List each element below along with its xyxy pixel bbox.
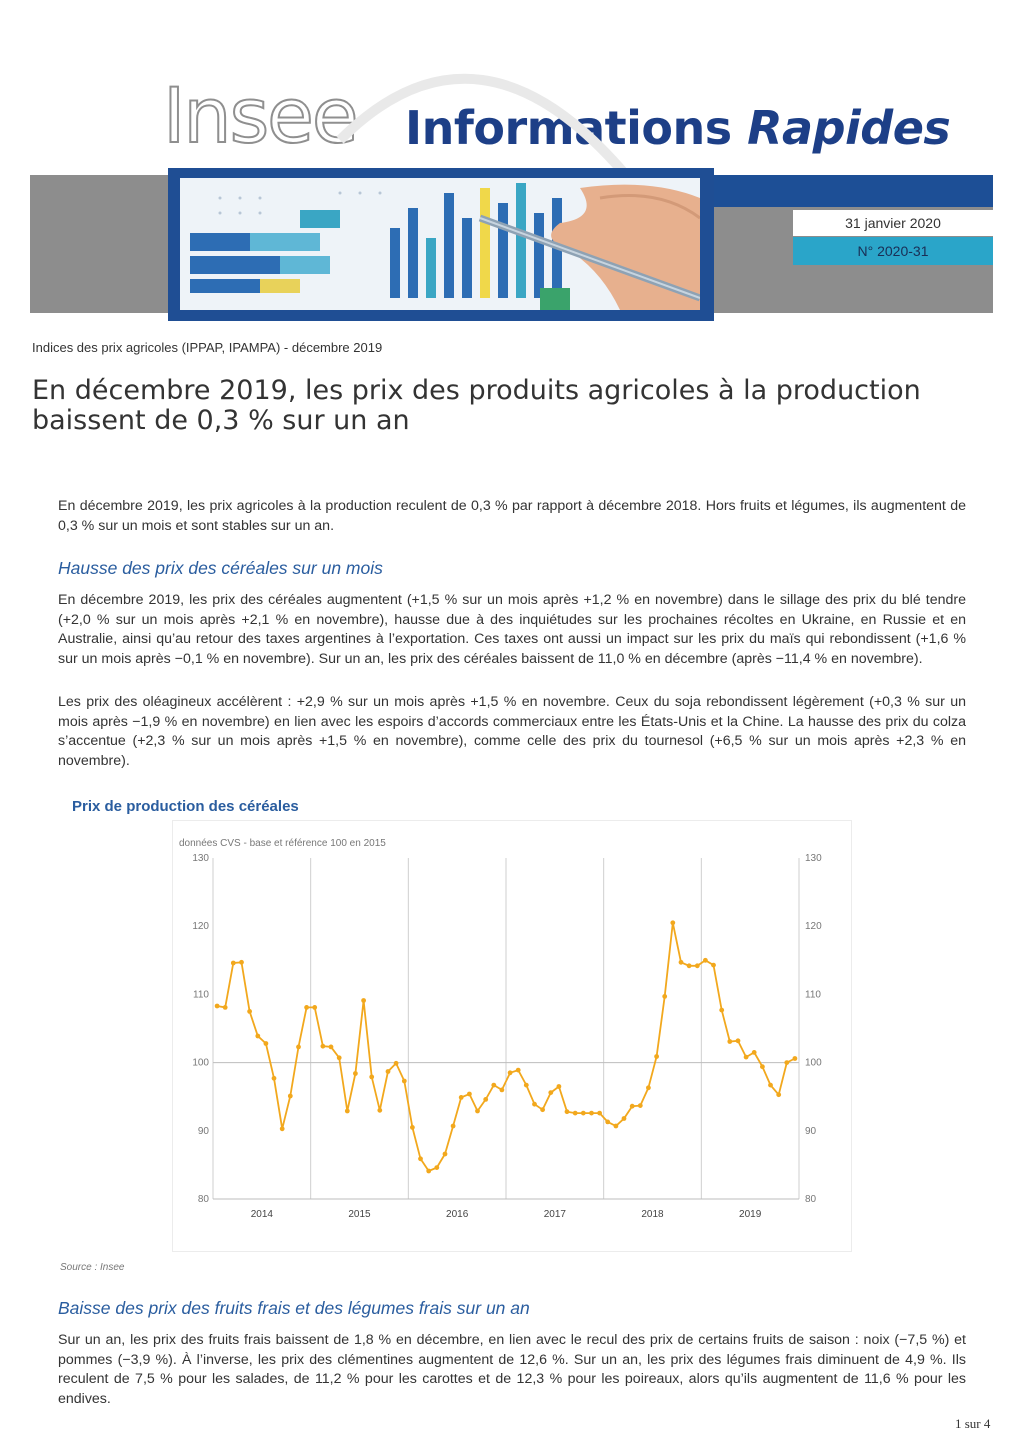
publication-title-italic: Rapides [747, 101, 951, 155]
section2-paragraph-1: Sur un an, les prix des fruits frais baissent de 1,8 % en décembre, en lien avec le recul des prix de certains fruits de saison : noix (−7,5 %) et pommes (−3,9 %). À l’inverse, les prix des clémentines augmentent de 12,6 %. Sur un an, les prix des légumes frais diminuent de 4,9 %. Ils reculent de 7,5 % pour les salades, de 11,2 % pour les carottes et de 12,3 % pour les poireaux, alors qu’ils augmentent de 11,6 % pour les endives. [58, 1332, 966, 1407]
y-tick-label-right: 120 [805, 921, 822, 933]
data-point [304, 1005, 309, 1010]
chart-illustration-image [180, 178, 700, 310]
y-tick-label-left: 120 [192, 921, 209, 933]
data-point [255, 1034, 260, 1039]
data-point [418, 1156, 423, 1161]
chart-grid [213, 858, 799, 1199]
data-point [312, 1005, 317, 1010]
data-point [296, 1045, 301, 1050]
data-point [719, 1008, 724, 1013]
data-point [532, 1102, 537, 1107]
data-point [614, 1124, 619, 1129]
page-title [32, 376, 972, 436]
data-point [443, 1152, 448, 1157]
data-point [491, 1083, 496, 1088]
data-point [321, 1044, 326, 1049]
section1-paragraph-1: En décembre 2019, les prix des céréales augmentent (+1,5 % sur un mois après +1,2 % en novembre) dans le sillage des prix du blé tendre (+2,0 % sur un mois après +2,1 % en novembre), hausse due à des inquiétudes sur les prochaines récoltes en Ukraine, en Russie et en Australie, ainsi qu’au retour des taxes argentines à l’exportation. Ces taxes ont aussi un impact sur les prix du maïs qui rebondissent (+1,6 % sur un mois après −0,1 % en novembre). Sur un an, les prix des céréales baissent de 11,0 % en décembre (après −11,4 % en novembre). [58, 592, 966, 667]
data-point [500, 1088, 505, 1093]
y-tick-label-left: 100 [192, 1057, 209, 1069]
chart-container [172, 820, 852, 1252]
data-point [695, 963, 700, 968]
x-tick-label: 2016 [446, 1209, 469, 1220]
data-point [516, 1068, 521, 1073]
data-point [776, 1092, 781, 1097]
data-point [540, 1107, 545, 1112]
data-point [703, 958, 708, 963]
x-tick-label: 2015 [348, 1209, 371, 1220]
data-point [662, 994, 667, 999]
data-point [687, 963, 692, 968]
data-point [369, 1075, 374, 1080]
data-point [736, 1038, 741, 1043]
data-point [386, 1069, 391, 1074]
data-point [670, 920, 675, 925]
data-point [646, 1085, 651, 1090]
data-point [353, 1071, 358, 1076]
chart-note: données CVS - base et référence 100 en 2015 [179, 838, 386, 849]
section-heading-fruits-legumes: Baisse des prix des fruits frais et des légumes frais sur un an [58, 1298, 530, 1318]
y-tick-label-right: 90 [805, 1125, 817, 1137]
data-point [223, 1005, 228, 1010]
data-point [508, 1070, 513, 1075]
x-tick-label: 2019 [739, 1209, 762, 1220]
header-blue-strip [700, 175, 993, 207]
breadcrumb: Indices des prix agricoles (IPPAP, IPAMPA) - décembre 2019 [32, 340, 383, 355]
data-point [638, 1103, 643, 1108]
section-heading-cereales: Hausse des prix des céréales sur un mois [58, 558, 383, 578]
header-illustration [168, 168, 714, 321]
data-point [622, 1116, 627, 1121]
data-point [459, 1095, 464, 1100]
data-point [426, 1169, 431, 1174]
data-point [605, 1120, 610, 1125]
y-tick-label-right: 110 [805, 989, 821, 1001]
data-point [784, 1060, 789, 1065]
data-point [483, 1097, 488, 1102]
data-point [247, 1009, 252, 1014]
data-point [548, 1090, 553, 1095]
data-point [337, 1055, 342, 1060]
data-point [630, 1104, 635, 1109]
data-point [768, 1083, 773, 1088]
data-point [434, 1165, 439, 1170]
data-point [345, 1109, 350, 1114]
section1-paragraph-2: Les prix des oléagineux accélèrent : +2,9 % sur un mois après +1,5 % en novembre. Ceux du soja rebondissent légèrement (+0,3 % sur un mois après −1,9 % en novembre) en lien avec les espoirs d’accords commerciaux entre les États-Unis et la Chine. La hausse des prix du colza s’accentue (+2,3 % sur un mois après +1,5 % en novembre), comme celle des prix du tournesol (+6,5 % sur un mois après +2,3 % en novembre). [58, 694, 966, 769]
x-tick-label: 2018 [641, 1209, 664, 1220]
chart-source: Source : Insee [60, 1262, 125, 1273]
intro-paragraph: En décembre 2019, les prix agricoles à la production reculent de 0,3 % par rapport à décembre 2018. Hors fruits et légumes, ils augmentent de 0,3 % sur un mois et sont stables sur un an. [58, 498, 966, 534]
x-tick-label: 2014 [250, 1209, 273, 1220]
data-point [654, 1054, 659, 1059]
data-point [752, 1050, 757, 1055]
data-point [215, 1004, 220, 1009]
y-tick-label-left: 110 [193, 989, 209, 1001]
data-point [410, 1125, 415, 1130]
decorative-arc [330, 20, 650, 190]
data-point [744, 1055, 749, 1060]
data-point [760, 1064, 765, 1069]
data-point [394, 1061, 399, 1066]
data-point [581, 1111, 586, 1116]
page-title-line-2: baissent de 0,3 % sur un an [32, 405, 410, 436]
data-point [451, 1124, 456, 1129]
y-tick-label-left: 80 [197, 1194, 209, 1205]
publication-title-main: Informations [405, 101, 732, 155]
y-tick-label-left: 130 [192, 853, 209, 864]
data-point [329, 1045, 334, 1050]
data-point [475, 1109, 480, 1114]
data-point [679, 960, 684, 965]
data-point [557, 1084, 562, 1089]
data-point [573, 1111, 578, 1116]
y-tick-label-right: 130 [805, 853, 822, 864]
data-point [377, 1108, 382, 1113]
data-point [239, 960, 244, 965]
data-point [280, 1126, 285, 1131]
data-point [597, 1111, 602, 1116]
data-point [288, 1094, 293, 1099]
data-point [402, 1079, 407, 1084]
x-tick-label: 2017 [543, 1209, 566, 1220]
data-point [589, 1111, 594, 1116]
insee-logo: Insee [163, 71, 357, 160]
y-tick-label-left: 90 [197, 1125, 209, 1137]
data-point [361, 998, 366, 1003]
y-tick-label-right: 100 [805, 1057, 822, 1069]
y-tick-label-right: 80 [805, 1194, 817, 1205]
page-number: 1 sur 4 [955, 1416, 991, 1431]
chart-title: Prix de production des céréales [72, 798, 299, 815]
line-chart [173, 821, 851, 1251]
data-point [711, 963, 716, 968]
data-point [524, 1083, 529, 1088]
publication-date: 31 janvier 2020 [793, 210, 993, 236]
data-point [272, 1076, 277, 1081]
data-point [231, 961, 236, 966]
data-point [565, 1109, 570, 1114]
publication-number: N° 2020-31 [793, 237, 993, 265]
data-point [793, 1056, 798, 1061]
page-title-line-1: En décembre 2019, les prix des produits agricoles à la production [32, 375, 921, 406]
data-point [264, 1041, 269, 1046]
data-point [727, 1039, 732, 1044]
data-point [467, 1092, 472, 1097]
